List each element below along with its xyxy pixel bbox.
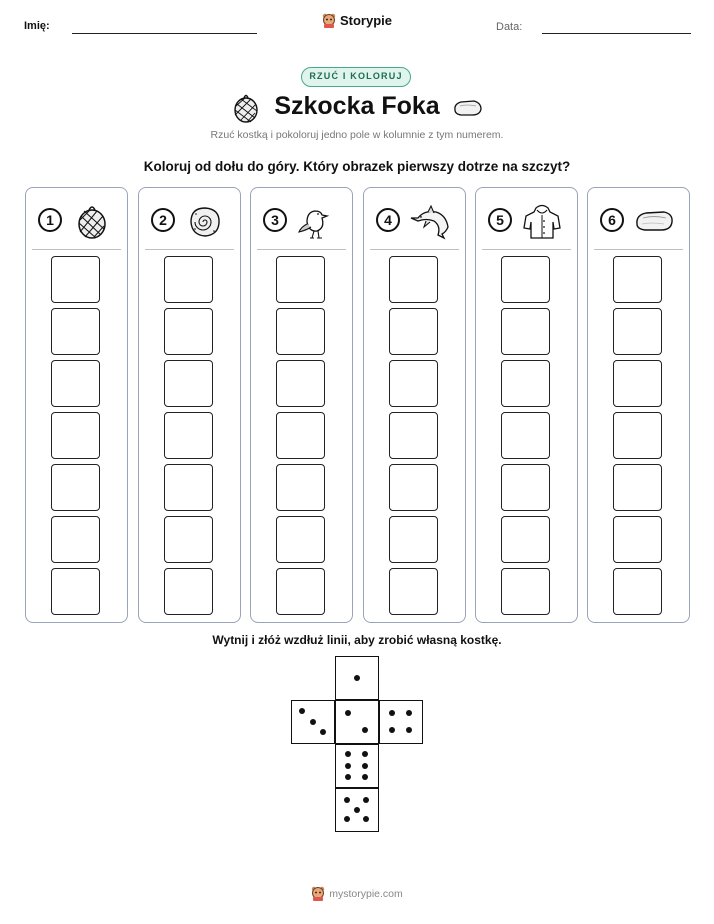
column-number: 1 <box>38 208 62 232</box>
column-header <box>139 202 240 242</box>
column-number: 2 <box>151 208 175 232</box>
race-column <box>25 187 128 623</box>
die-pip <box>389 710 395 716</box>
color-cell[interactable] <box>501 256 550 303</box>
color-cell[interactable] <box>613 256 662 303</box>
race-column <box>250 187 353 623</box>
die-pip <box>344 816 350 822</box>
color-cell[interactable] <box>164 568 213 615</box>
column-header <box>26 202 127 242</box>
color-cell[interactable] <box>613 360 662 407</box>
die-pip <box>320 729 326 735</box>
column-number: 3 <box>263 208 287 232</box>
color-cell[interactable] <box>613 516 662 563</box>
color-cell[interactable] <box>613 412 662 459</box>
column-divider <box>482 249 571 250</box>
color-cell[interactable] <box>276 464 325 511</box>
color-cell[interactable] <box>389 568 438 615</box>
shell-icon <box>183 202 227 240</box>
die-pip <box>363 816 369 822</box>
color-cell[interactable] <box>501 464 550 511</box>
color-cell[interactable] <box>501 568 550 615</box>
die-face-1 <box>335 656 379 700</box>
race-column <box>475 187 578 623</box>
die-pip <box>363 797 369 803</box>
date-label: Data: <box>496 21 523 33</box>
die-pip <box>362 751 368 757</box>
name-line[interactable] <box>72 33 257 34</box>
color-cell[interactable] <box>276 516 325 563</box>
die-pip <box>345 763 351 769</box>
color-cell[interactable] <box>51 256 100 303</box>
color-cell[interactable] <box>51 464 100 511</box>
footer <box>0 886 714 904</box>
color-cell[interactable] <box>501 412 550 459</box>
die-pip <box>354 675 360 681</box>
column-number: 6 <box>600 208 624 232</box>
footer-url[interactable]: mystorypie.com <box>329 887 403 900</box>
column-divider <box>32 249 121 250</box>
color-cell[interactable] <box>389 464 438 511</box>
race-column <box>587 187 690 623</box>
die-pip <box>344 797 350 803</box>
die-face-4 <box>379 700 423 744</box>
color-cell[interactable] <box>613 308 662 355</box>
color-cell[interactable] <box>51 308 100 355</box>
color-cell[interactable] <box>389 412 438 459</box>
color-cell[interactable] <box>276 568 325 615</box>
column-divider <box>145 249 234 250</box>
color-cell[interactable] <box>501 308 550 355</box>
die-pip <box>345 751 351 757</box>
rock-icon <box>632 202 676 240</box>
race-column <box>138 187 241 623</box>
die-pip <box>406 710 412 716</box>
page-title: Szkocka Foka <box>274 92 440 120</box>
raincoat-icon <box>520 202 564 240</box>
column-divider <box>594 249 683 250</box>
color-cell[interactable] <box>501 516 550 563</box>
mascot-icon <box>311 886 325 901</box>
die-pip <box>299 708 305 714</box>
seagull-icon <box>295 202 339 240</box>
color-cell[interactable] <box>389 256 438 303</box>
die-pip <box>406 727 412 733</box>
dolphin-icon <box>408 202 452 240</box>
column-header <box>251 202 352 242</box>
column-divider <box>257 249 346 250</box>
die-face-3 <box>291 700 335 744</box>
color-cell[interactable] <box>164 516 213 563</box>
color-cell[interactable] <box>276 308 325 355</box>
subtitle: Rzuć kostką i pokoloruj jedno pole w kolumnie z tym numerem. <box>210 129 504 141</box>
rock-icon <box>452 98 484 118</box>
name-label: Imię: <box>24 20 50 32</box>
color-cell[interactable] <box>51 568 100 615</box>
color-cell[interactable] <box>51 360 100 407</box>
die-pip <box>345 774 351 780</box>
brand-name: Storypie <box>339 13 392 28</box>
mascot-icon <box>322 13 336 28</box>
brand-logo <box>0 13 714 33</box>
color-cell[interactable] <box>613 568 662 615</box>
cut-instruction: Wytnij i złóż wzdłuż linii, aby zrobić własną kostkę. <box>212 633 502 647</box>
net-float-icon <box>70 202 114 240</box>
color-cell[interactable] <box>276 360 325 407</box>
die-pip <box>354 807 360 813</box>
die-pip <box>310 719 316 725</box>
activity-badge: RZUĆ I KOLORUJ <box>301 67 411 87</box>
color-cell[interactable] <box>389 360 438 407</box>
color-cell[interactable] <box>276 412 325 459</box>
die-pip <box>362 774 368 780</box>
color-cell[interactable] <box>276 256 325 303</box>
color-cell[interactable] <box>51 516 100 563</box>
date-line[interactable] <box>542 33 691 34</box>
title-row <box>0 92 714 124</box>
color-cell[interactable] <box>389 308 438 355</box>
column-number: 5 <box>488 208 512 232</box>
color-cell[interactable] <box>613 464 662 511</box>
die-face-5 <box>335 788 379 832</box>
instruction: Koloruj od dołu do góry. Który obrazek pierwszy dotrze na szczyt? <box>143 159 571 174</box>
die-pip <box>362 763 368 769</box>
column-header <box>476 202 577 242</box>
color-cell[interactable] <box>51 412 100 459</box>
color-cell[interactable] <box>164 360 213 407</box>
color-cell[interactable] <box>164 256 213 303</box>
color-cell[interactable] <box>164 464 213 511</box>
die-pip <box>345 710 351 716</box>
race-column <box>363 187 466 623</box>
color-cell[interactable] <box>164 308 213 355</box>
color-cell[interactable] <box>501 360 550 407</box>
die-pip <box>362 727 368 733</box>
column-header <box>364 202 465 242</box>
die-face-2 <box>335 700 379 744</box>
die-face-6 <box>335 744 379 788</box>
color-cell[interactable] <box>164 412 213 459</box>
color-cell[interactable] <box>389 516 438 563</box>
column-header <box>588 202 689 242</box>
column-divider <box>370 249 459 250</box>
column-number: 4 <box>376 208 400 232</box>
die-pip <box>389 727 395 733</box>
